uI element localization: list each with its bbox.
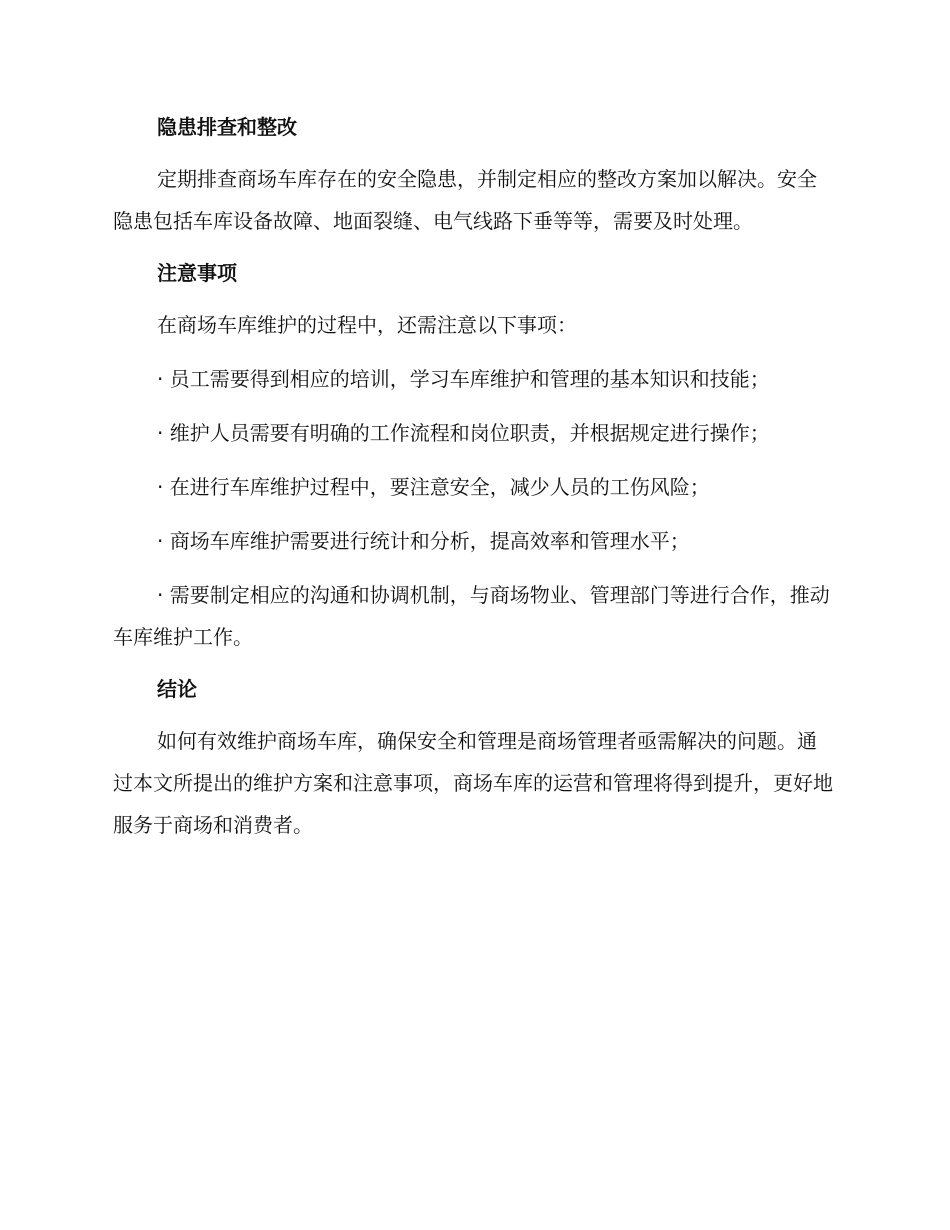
paragraph-hazard: 定期排查商场车库存在的安全隐患，并制定相应的整改方案加以解决。安全隐患包括车库设备故障、地面裂缝、电气线路下垂等等，需要及时处理。 <box>113 167 817 233</box>
list-item: · 员工需要得到相应的培训，学习车库维护和管理的基本知识和技能； <box>157 367 770 391</box>
list-item: · 维护人员需要有明确的工作流程和岗位职责，并根据规定进行操作； <box>157 421 770 445</box>
list-item: · 在进行车库维护过程中，要注意安全，减少人员的工伤风险； <box>157 475 710 499</box>
section-heading-notes: 注意事项 <box>157 261 237 285</box>
section-heading-hazard: 隐患排查和整改 <box>157 115 297 139</box>
section-heading-conclusion: 结论 <box>157 677 197 701</box>
list-item: · 需要制定相应的沟通和协调机制，与商场物业、管理部门等进行合作，推动车库维护工作。 <box>113 583 830 649</box>
paragraph-conclusion: 如何有效维护商场车库，确保安全和管理是商场管理者亟需解决的问题。通过本文所提出的维护方案和注意事项，商场车库的运营和管理将得到提升，更好地服务于商场和消费者。 <box>113 729 833 837</box>
paragraph-notes-intro: 在商场车库维护的过程中，还需注意以下事项： <box>157 313 577 337</box>
document-body <box>113 108 835 846</box>
list-item: · 商场车库维护需要进行统计和分析，提高效率和管理水平； <box>157 529 690 553</box>
